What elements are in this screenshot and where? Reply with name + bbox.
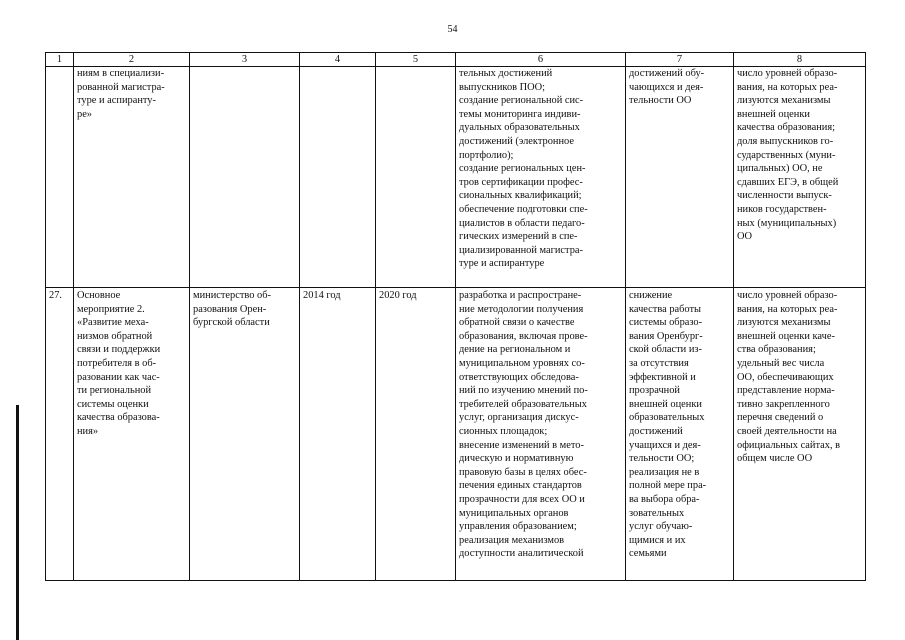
text-line: создание региональной сис-: [459, 95, 584, 107]
text-line: ре»: [77, 108, 93, 120]
row-number-cell: [46, 67, 74, 288]
text-line: ние методологии получения: [459, 303, 584, 315]
text-line: внешней оценки: [629, 398, 702, 410]
table-row: [46, 288, 866, 581]
text-line: обратной связи о качестве: [459, 317, 575, 329]
text-line: удельный вес числа: [737, 357, 825, 369]
text-line: 2020 год: [379, 290, 417, 301]
end-year-cell: [376, 67, 456, 288]
consequences-cell: [626, 67, 734, 288]
text-line: официальных сайтах, в: [737, 439, 841, 451]
text-line: требителей образовательных: [459, 398, 587, 410]
executor-cell: [190, 288, 300, 581]
text-line: циализированной магистра-: [459, 244, 583, 256]
text-line: зовательных: [629, 507, 685, 519]
row-number-cell: [46, 288, 74, 581]
header-cell: 2: [74, 53, 190, 67]
table-row: [46, 67, 866, 288]
text-line: разовании как час-: [77, 371, 160, 383]
text-line: ципальных) ОО, не: [737, 163, 823, 175]
text-line: услуг, организация дискус-: [459, 412, 579, 424]
text-line: лизуются механизмы: [737, 317, 831, 329]
text-line: ской области из-: [629, 344, 702, 356]
binding-margin-line: [16, 405, 19, 640]
activity-name-cell: [74, 67, 190, 288]
text-line: потребителя в об-: [77, 357, 157, 369]
text-line: дическую и нормативную: [459, 453, 574, 465]
text-line: образования, включая прове-: [459, 330, 588, 342]
header-cell: 8: [734, 53, 866, 67]
text-line: доступности аналитической: [459, 548, 584, 560]
text-line: внешней оценки каче-: [737, 330, 835, 342]
text-line: вания Оренбург-: [629, 330, 703, 342]
text-line: туре и аспирантуре: [459, 258, 545, 270]
text-line: мероприятие 2.: [77, 303, 145, 315]
text-line: связи и поддержки: [77, 344, 161, 356]
activity-name-cell: [74, 288, 190, 581]
text-line: общем числе ОО: [737, 453, 813, 465]
text-line: перечня сведений о: [737, 412, 824, 424]
text-line: качества образова-: [77, 412, 160, 424]
executor-cell: [190, 67, 300, 288]
text-line: сдавших ЕГЭ, в общей: [737, 176, 839, 188]
text-line: достижений (электронное: [459, 135, 574, 147]
text-line: управления образованием;: [459, 521, 577, 533]
text-line: ти региональной: [77, 385, 152, 397]
text-line: образовательных: [629, 412, 705, 424]
text-line: доля выпускников го-: [737, 135, 834, 147]
text-line: правовую базы в целях обес-: [459, 466, 587, 478]
text-line: ных (муниципальных): [737, 217, 837, 229]
text-line: сиональных квалификаций;: [459, 190, 582, 202]
text-line: достижений: [629, 425, 683, 437]
text-line: печения единых стандартов: [459, 480, 582, 492]
text-line: ний по изучению мнений по-: [459, 385, 588, 397]
text-line: чающихся и дея-: [629, 81, 704, 93]
text-line: выпускников ПОО;: [459, 81, 546, 93]
text-line: вания, на которых реа-: [737, 81, 838, 93]
text-line: качества образования;: [737, 122, 836, 134]
header-cell: 4: [300, 53, 376, 67]
activities-table: [45, 52, 866, 581]
text-line: ников государствен-: [737, 203, 827, 215]
text-line: за отсутствия: [629, 357, 689, 369]
text-line: ниям в специализи-: [77, 68, 165, 79]
start-year-cell: [300, 67, 376, 288]
text-line: системы образо-: [629, 317, 703, 329]
text-line: число уровней образо-: [737, 290, 838, 301]
text-line: внешней оценки: [737, 108, 810, 120]
text-line: «Развитие меха-: [77, 317, 149, 329]
text-line: качества работы: [629, 303, 701, 315]
text-line: обеспечение подготовки спе-: [459, 203, 588, 215]
text-line: тров сертификации профес-: [459, 176, 583, 188]
text-line: ства образования;: [737, 344, 816, 356]
text-line: представление норма-: [737, 385, 835, 397]
text-line: число уровней образо-: [737, 68, 838, 79]
text-line: сударственных (муни-: [737, 149, 836, 161]
table-header-row: [46, 53, 866, 67]
text-line: разования Орен-: [193, 303, 267, 315]
text-line: бургской области: [193, 317, 270, 329]
text-line: Основное: [77, 290, 121, 301]
text-line: разработка и распростране-: [459, 290, 582, 301]
text-line: внесение изменений в мето-: [459, 439, 584, 451]
text-line: министерство об-: [193, 290, 271, 301]
text-line: ОО: [737, 231, 753, 243]
text-line: семьями: [629, 548, 667, 560]
text-line: эффективной и: [629, 371, 696, 383]
text-line: численности выпуск-: [737, 190, 832, 202]
text-line: муниципальных органов: [459, 507, 569, 519]
text-line: портфолио);: [459, 149, 514, 161]
text-line: ния»: [77, 425, 99, 437]
end-year-cell: [376, 288, 456, 581]
page-number: 54: [447, 24, 458, 35]
text-line: тивно закрепленного: [737, 398, 830, 410]
text-line: услуг обучаю-: [629, 521, 693, 533]
text-line: низмов обратной: [77, 330, 153, 342]
text-line: тельности ОО;: [629, 453, 695, 465]
start-year-cell: [300, 288, 376, 581]
text-line: снижение: [629, 290, 673, 301]
text-line: тельных достижений: [459, 68, 553, 79]
text-line: учащихся и дея-: [629, 439, 701, 451]
text-line: реализация механизмов: [459, 534, 565, 546]
text-line: гических измерений в спе-: [459, 231, 578, 243]
text-line: дение на региональном и: [459, 344, 571, 356]
text-line: системы оценки: [77, 398, 149, 410]
text-line: ОО, обеспечивающих: [737, 371, 834, 383]
directions-cell: [456, 288, 626, 581]
text-line: циалистов в области педаго-: [459, 217, 585, 229]
directions-cell: [456, 67, 626, 288]
text-line: достижений обу-: [629, 68, 705, 79]
text-line: дуальных образовательных: [459, 122, 580, 134]
header-cell: 6: [456, 53, 626, 67]
text-line: создание региональных цен-: [459, 163, 586, 175]
consequences-cell: [626, 288, 734, 581]
header-cell: 1: [46, 53, 74, 67]
text-line: ответствующих обследова-: [459, 371, 579, 383]
text-line: рованной магистра-: [77, 81, 165, 93]
text-line: прозрачной: [629, 385, 680, 397]
text-line: туре и аспиранту-: [77, 95, 156, 107]
text-line: вания, на которых реа-: [737, 303, 838, 315]
text-line: реализация не в: [629, 466, 700, 478]
text-line: 2014 год: [303, 290, 341, 301]
text-line: щимися и их: [629, 534, 686, 546]
text-line: сионных площадок;: [459, 425, 548, 437]
header-cell: 3: [190, 53, 300, 67]
text-line: тельности ОО: [629, 95, 692, 107]
text-line: полной мере пра-: [629, 480, 707, 492]
text-line: ва выбора обра-: [629, 493, 700, 505]
text-line: 27.: [49, 290, 62, 301]
text-line: муниципальном уровнях со-: [459, 357, 585, 369]
text-line: лизуются механизмы: [737, 95, 831, 107]
indicators-cell: [734, 288, 866, 581]
text-line: темы мониторинга индиви-: [459, 108, 581, 120]
text-line: прозрачности для всех ОО и: [459, 493, 585, 505]
header-cell: 7: [626, 53, 734, 67]
header-cell: 5: [376, 53, 456, 67]
indicators-cell: [734, 67, 866, 288]
text-line: своей деятельности на: [737, 425, 837, 437]
